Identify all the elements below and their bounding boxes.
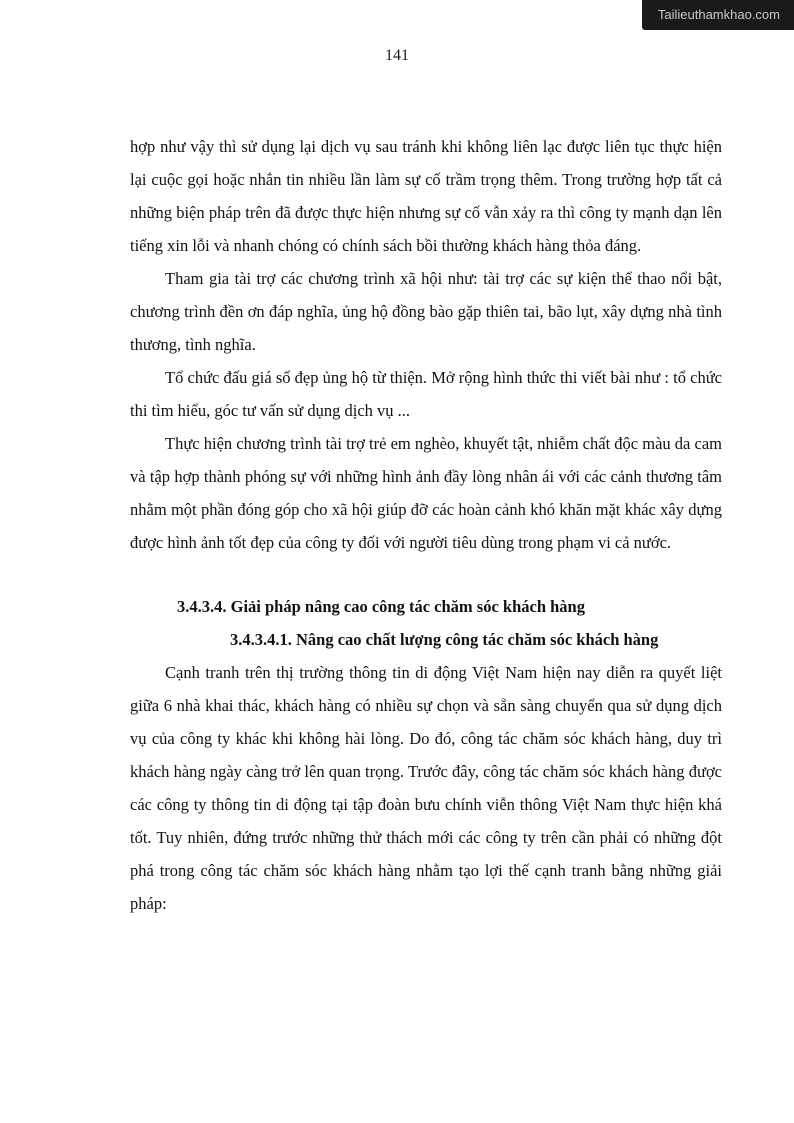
page-content <box>130 130 722 920</box>
paragraph-charity: Thực hiện chương trình tài trợ trẻ em nghèo, khuyết tật, nhiễm chất độc màu da cam và tập hợp thành phóng sự với những hình ảnh đầy lòng nhân ái với các cảnh thương tâm nhằm một phần đóng góp cho xã hội giúp đỡ các hoàn cảnh khó khăn mặt khác xây dựng được hình ảnh tốt đẹp của công ty đối với người tiêu dùng trong phạm vi cả nước. <box>130 434 722 552</box>
paragraph-continuation: hợp như vậy thì sử dụng lại dịch vụ sau tránh khi không liên lạc được liên tục thực hiện lại cuộc gọi hoặc nhắn tin nhiều lần làm sự cố trầm trọng thêm. Trong trường hợp tất cả những biện pháp trên đã được thực hiện nhưng sự cố vẫn xảy ra thì công ty mạnh dạn lên tiếng xin lỗi và nhanh chóng có chính sách bồi thường khách hàng thỏa đáng. <box>130 137 722 255</box>
section-heading: 3.4.3.4. Giải pháp nâng cao công tác chăm sóc khách hàng <box>177 597 585 616</box>
section-subheading: 3.4.3.4.1. Nâng cao chất lượng công tác chăm sóc khách hàng <box>230 630 659 649</box>
watermark-banner: Tailieuthamkhao.com <box>642 0 794 30</box>
paragraph-competition: Cạnh tranh trên thị trường thông tin di động Việt Nam hiện nay diễn ra quyết liệt giữa 6 nhà khai thác, khách hàng có nhiều sự chọn và sẵn sàng chuyển qua sử dụng dịch vụ của công ty khác khi không hài lòng. Do đó, công tác chăm sóc khách hàng, duy trì khách hàng ngày càng trở lên quan trọng. Trước đây, công tác chăm sóc khách hàng được các công ty thông tin di động tại tập đoàn bưu chính viễn thông Việt Nam thực hiện khá tốt. Tuy nhiên, đứng trước những thử thách mới các công ty trên cần phải có những đột phá trong công tác chăm sóc khách hàng nhằm tạo lợi thế cạnh tranh bằng những giải pháp: <box>130 663 722 913</box>
page-number: 141 <box>385 47 409 64</box>
paragraph-sponsorship: Tham gia tài trợ các chương trình xã hội như: tài trợ các sự kiện thể thao nổi bật, chương trình đền ơn đáp nghĩa, ủng hộ đồng bào gặp thiên tai, bão lụt, xây dựng nhà tình thương, tình nghĩa. <box>130 269 722 354</box>
paragraph-auction: Tổ chức đấu giá số đẹp ủng hộ từ thiện. Mở rộng hình thức thi viết bài như : tổ chức thi tìm hiểu, góc tư vấn sử dụng dịch vụ ... <box>130 368 722 420</box>
